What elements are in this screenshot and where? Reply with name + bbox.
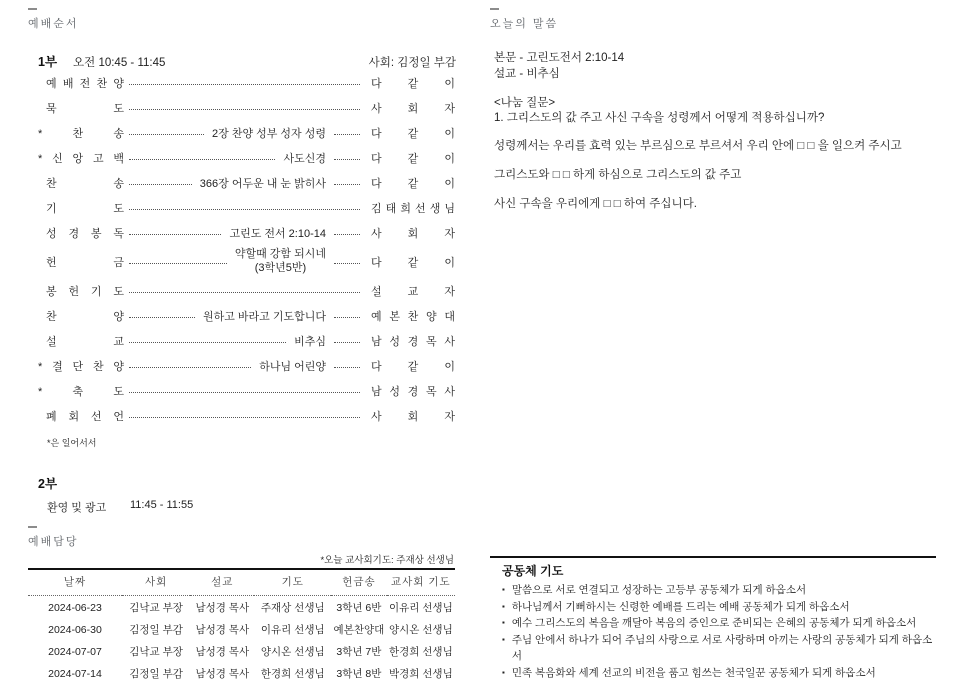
standing-footnote: *은 일어서서 [47,438,97,448]
dotted-leader [129,417,360,418]
order-row-sermon [38,328,455,353]
order-item-label: * 축 도 [38,385,124,398]
order-detail-text: 원하고 바라고 기도합니다 [203,310,326,323]
section-dash [28,8,37,10]
order-by-label: 다 같 이 [371,127,455,140]
dotted-leader [334,317,360,318]
table-row [28,640,455,662]
dotted-leader [129,342,286,343]
section-dash [490,8,499,10]
cell-host: 김정일 부감 [129,668,183,680]
bullet-icon: ▪ [502,601,505,611]
cell-date: 2024-07-14 [48,667,102,680]
table-row [28,618,455,640]
part1-header [38,52,456,70]
sharing-question-block [494,96,824,126]
prayer-text: 예수 그리스도의 복음을 깨달아 복음의 증인으로 준비되는 은혜의 공동체가 되게 하옵소서 [511,617,917,629]
cell-date: 2024-06-30 [48,623,102,636]
part2-row [47,499,193,515]
cell-prayer: 이유리 선생님 [260,624,325,636]
part1-time: 오전 10:45 - 11:45 [73,57,166,69]
bullet-icon: ▪ [502,667,505,677]
order-row-commitment-hymn [38,353,455,378]
order-row-scripture-reading [38,220,455,245]
order-by-label: 남 성 경 목 사 [371,385,455,398]
scripture-reference: 본문 - 고린도전서 2:10-14 [494,52,625,64]
dotted-leader [334,234,360,235]
prayer-text: 말씀으로 서로 연결되고 성장하는 고등부 공동체가 되게 하옵소서 [511,584,807,596]
section-dash [28,526,37,528]
cell-offering-song: 3학년 6반 [336,602,382,614]
todays-word-column [490,8,936,679]
order-row-prelude [38,70,455,95]
blank-line-2: 그리스도와 □ □ 하게 하심으로 그리스도의 값 주고 [494,169,742,181]
dotted-leader [129,209,360,210]
order-row-silent-prayer [38,95,455,120]
dotted-leader [334,342,360,343]
part2-time: 11:45 - 11:55 [130,499,194,511]
teacher-prayer-note: *오늘 교사회기도: 주재상 선생님 [320,555,454,566]
cell-teacher-prayer: 양시온 선생님 [388,624,453,636]
cell-date: 2024-07-07 [48,645,102,658]
col-header-prayer: 기도 [254,569,331,596]
order-item-label: * 찬 송 [38,127,124,140]
order-row-prayer [38,195,455,220]
order-item-label: 헌 금 [46,256,124,269]
bullet-icon: ▪ [502,618,505,627]
col-header-host: 사회 [122,569,190,596]
dotted-leader [334,134,360,135]
order-item-label: 찬 양 [46,310,124,323]
cell-sermon: 남성경 목사 [195,646,250,658]
order-by-label: 남 성 경 목 사 [371,335,455,348]
part1-leader: 사회: 김정일 부감 [368,57,456,69]
dotted-leader [129,263,227,264]
order-by-label: 다 같 이 [371,177,455,190]
section-title-worship-order: 예배순서 [28,18,79,30]
order-row-closing [38,403,455,428]
order-detail-text: 사도신경 [283,152,326,165]
order-by-label: 다 같 이 [371,152,455,165]
part1-label: 1부 [38,55,58,69]
cell-sermon: 남성경 목사 [195,624,250,636]
duty-roster-table [28,568,455,682]
order-of-worship-list [38,70,455,428]
order-row-offering-prayer [38,278,455,303]
order-row-praise [38,303,455,328]
order-by-label: 설 교 자 [371,285,455,298]
order-by-label: 사 회 자 [371,410,455,423]
scripture-block [494,50,624,82]
question-1: 1. 그리스도의 값 주고 사신 구속을 성령께서 어떻게 적용하십니까? [494,112,825,124]
cell-prayer: 주재상 선생님 [260,602,325,614]
prayer-item [502,615,934,632]
part2-item: 환영 및 광고 [47,502,107,514]
order-row-offering [38,245,455,278]
dotted-leader [129,134,204,135]
order-item-label: 성 경 봉 독 [46,227,124,240]
order-item-label: * 결 단 찬 양 [38,360,124,373]
dotted-leader [334,367,360,368]
dotted-leader [129,392,360,393]
order-item-label: 설 교 [46,335,124,348]
dotted-leader [129,109,360,110]
order-row-benediction [38,378,455,403]
order-by-label: 사 회 자 [371,102,455,115]
order-detail-text: 비추심 [294,335,326,348]
order-by-label: 김 태 희 선 생 님 [371,202,455,215]
order-detail-text: 2장 찬양 성부 성자 성령 [212,127,326,140]
order-detail-text: 고린도 전서 2:10-14 [229,227,326,240]
order-item-label: 찬 송 [46,177,124,190]
cell-teacher-prayer: 이유리 선생님 [388,602,453,614]
sermon-title: 설교 - 비추심 [494,68,560,80]
blank-line-3: 사신 구속을 우리에게 □ □ 하여 주십니다. [494,198,697,210]
order-row-hymn2 [38,170,455,195]
dotted-leader [129,292,360,293]
blank-line-1: 성령께서는 우리를 효력 있는 부르심으로 부르셔서 우리 안에 □ □ 을 일으켜 주시고 [494,140,902,152]
dotted-leader [129,184,192,185]
dotted-leader [129,317,195,318]
cell-offering-song: 3학년 8반 [336,668,382,680]
community-prayer-box [490,556,936,682]
cell-prayer: 양시온 선생님 [260,646,325,658]
order-item-label: 기 도 [46,202,124,215]
bullet-icon: ▪ [502,585,505,594]
duty-roster-block [28,526,455,682]
prayer-item [502,582,934,599]
order-by-label: 다 같 이 [371,256,455,269]
order-detail-text: 약할때 강함 되시네 (3학년5반) [234,248,326,274]
order-item-label: 예 배 전 찬 양 [46,77,124,90]
order-by-label: 예 본 찬 양 대 [371,310,455,323]
question-header: <나눔 질문> [494,97,556,109]
order-row-creed [38,145,455,170]
dotted-leader [129,234,221,235]
order-item-label: 봉 헌 기 도 [46,285,124,298]
worship-order-column [28,8,456,680]
cell-teacher-prayer: 박경희 선생님 [388,668,453,680]
cell-offering-song: 3학년 7반 [336,646,382,658]
cell-host: 김정일 부감 [129,624,183,636]
bullet-icon: ▪ [502,634,505,644]
section-title-duty: 예배담당 [28,536,79,548]
col-header-sermon: 설교 [190,569,254,596]
col-header-date: 날짜 [28,569,122,596]
table-row [28,662,455,682]
order-item-label: 묵 도 [46,102,124,115]
col-header-teacher-prayer: 교사회 기도 [387,569,455,596]
dotted-leader [334,159,360,160]
prayer-text: 하나님께서 기뻐하시는 신령한 예배를 드리는 예배 공동체가 되게 하옵소서 [511,600,850,613]
cell-sermon: 남성경 목사 [195,602,250,614]
section-title-todays-word: 오늘의 말씀 [490,18,559,30]
cell-sermon: 남성경 목사 [195,668,250,680]
cell-date: 2024-06-23 [48,601,102,614]
dotted-leader [129,159,275,160]
dotted-leader [129,367,251,368]
dotted-leader [334,184,360,185]
section-worship-order [28,8,79,31]
order-by-label: 다 같 이 [371,360,455,373]
part2-label: 2부 [38,477,58,491]
community-prayer-title: 공동체 기도 [502,564,564,578]
prayer-text: 민족 복음화와 세계 선교의 비전을 품고 힘쓰는 천국일꾼 공동체가 되게 하옵소서 [511,666,876,679]
dotted-leader [334,263,360,264]
section-todays-word [490,8,558,31]
prayer-item [502,632,934,665]
order-item-label: * 신 앙 고 백 [38,152,124,165]
cell-prayer: 한경희 선생님 [260,668,325,680]
dotted-leader [129,84,360,85]
table-row [28,596,455,619]
order-detail-text: 하나님 어린양 [259,360,326,373]
order-by-label: 사 회 자 [371,227,455,240]
order-by-label: 다 같 이 [371,77,455,90]
fill-in-blank-lines [494,138,902,225]
prayer-item [502,599,934,616]
order-detail-text: 366장 어두운 내 눈 밝히사 [199,177,326,190]
table-header-row [28,569,455,596]
cell-host: 김낙교 부장 [129,602,183,614]
col-header-offering-song: 헌금송 [331,569,387,596]
cell-host: 김낙교 부장 [129,646,183,658]
cell-teacher-prayer: 한경희 선생님 [388,646,453,658]
prayer-item [502,665,934,682]
order-item-label: 폐 회 선 언 [46,410,124,423]
order-row-hymn1 [38,120,455,145]
cell-offering-song: 예본찬양대 [333,624,385,636]
part2-block [38,474,193,515]
prayer-text: 주님 안에서 하나가 되어 주님의 사랑으로 서로 사랑하며 아끼는 사랑의 공동체가 되게 하옵소서 [511,633,933,662]
